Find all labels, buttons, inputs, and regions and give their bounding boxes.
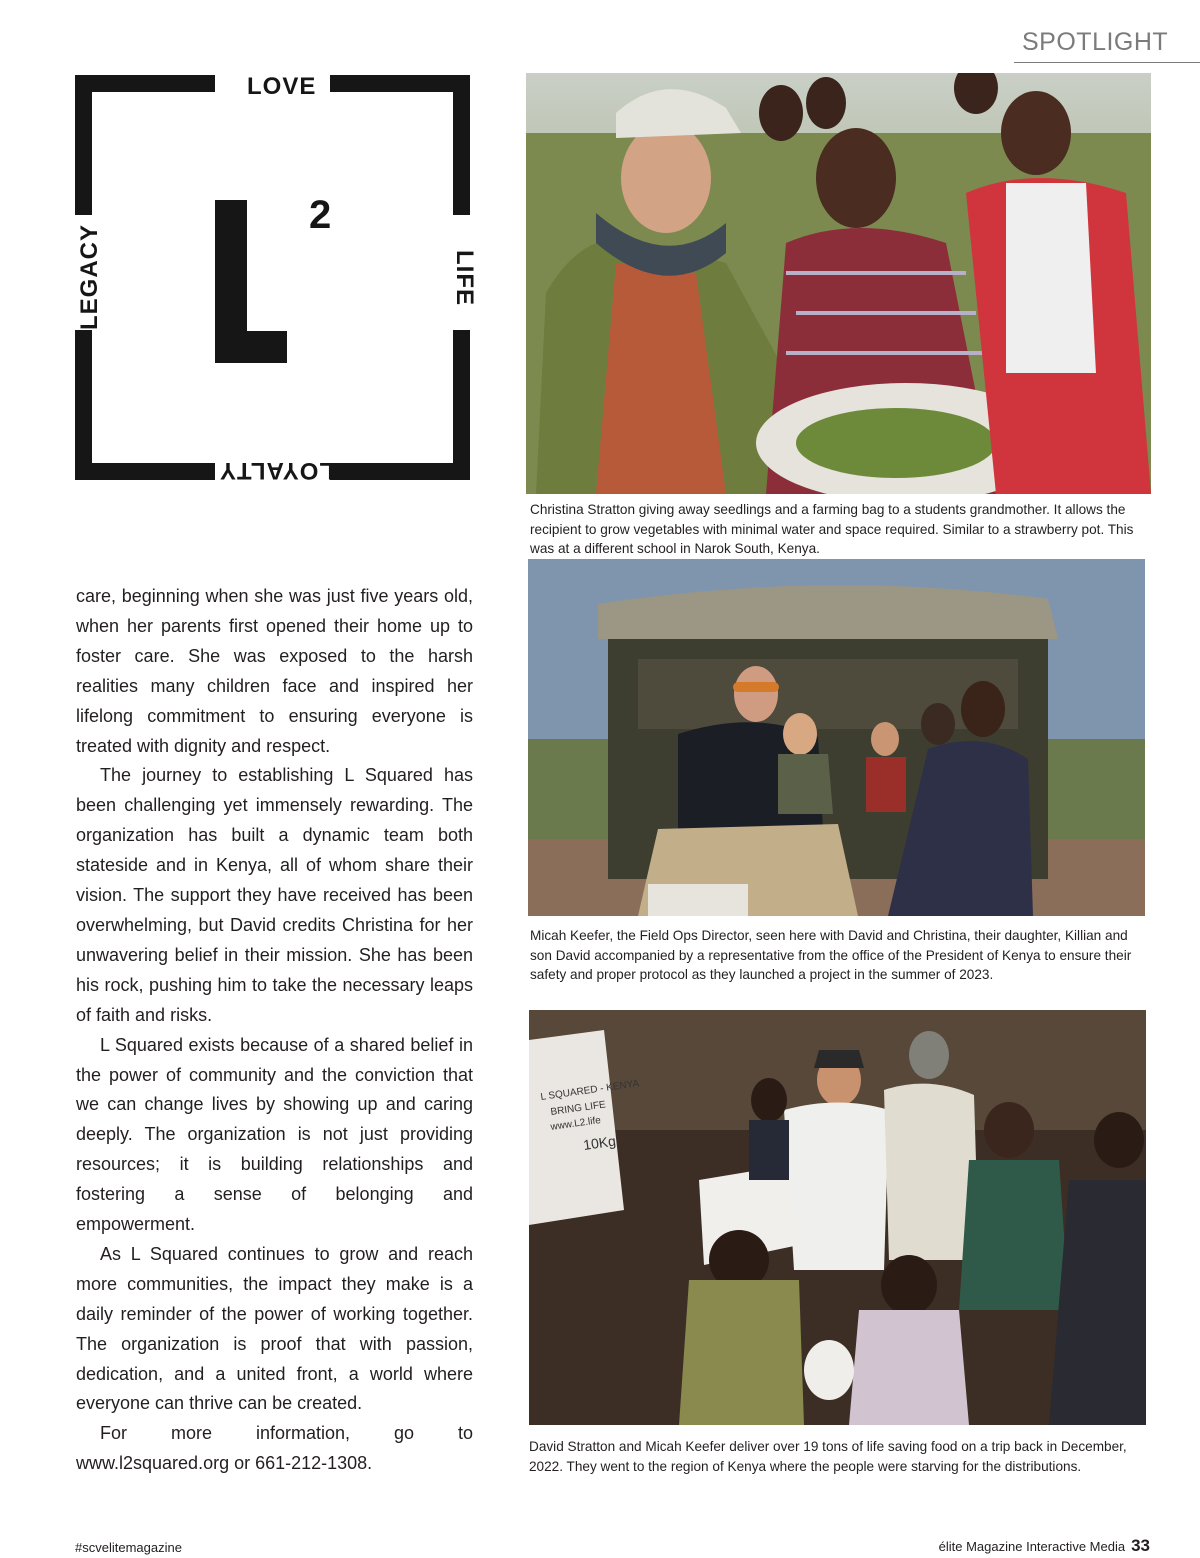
logo-word-life: LIFE: [451, 250, 478, 306]
frame-top-right: [330, 75, 470, 92]
sack-text: www.L2.life: [549, 1115, 602, 1133]
article-paragraph: care, beginning when she was just five years old, when her parents first opened their home up to foster care. She was exposed to the harsh realities many children face and inspired her lifelong commitment to ensuring everyone is treated with dignity and respect.: [76, 586, 473, 756]
article-paragraph: L Squared exists because of a shared belief in the power of community and the conviction that we can change lives by showing up and caring deeply. The organization is not just providing resources; it is building relationships and fostering a sense of belonging and empowerment.: [76, 1034, 473, 1235]
logo-l-foot: [215, 331, 287, 363]
l-squared-logo: [75, 73, 478, 484]
footer-publication: [939, 1536, 1150, 1556]
logo-word-legacy: LEGACY: [76, 223, 104, 331]
frame-top-left: [75, 75, 215, 92]
page-number: 33: [1131, 1536, 1150, 1555]
photo-vehicle: [528, 559, 1145, 916]
photo-caption: Christina Stratton giving away seedlings and a farming bag to a students grandmother. It allows the recipient to grow vegetables with minimal water and space required. Similar to a strawberry pot. This was at a different school in Narok South, Kenya.: [530, 502, 1134, 556]
sack-text: 10Kg: [582, 1132, 617, 1153]
frame-left-lower: [75, 330, 92, 480]
footer-hashtag: #scvelitemagazine: [75, 1540, 182, 1555]
logo-word-loyalty: LOYALTY: [219, 457, 335, 484]
logo-word-love: LOVE: [247, 73, 317, 100]
frame-bottom-left: [75, 463, 215, 480]
frame-right-upper: [453, 75, 470, 215]
photo-seedlings: [526, 73, 1151, 494]
frame-left-upper: [75, 75, 92, 215]
section-rule: [1014, 62, 1200, 63]
article-body: [76, 582, 473, 1479]
frame-bottom-right: [330, 463, 470, 480]
section-label: SPOTLIGHT: [1022, 28, 1169, 56]
photo-caption: David Stratton and Micah Keefer deliver over 19 tons of life saving food on a trip back in December, 2022. They went to the region of Kenya where the people were starving for the distributions.: [529, 1439, 1127, 1474]
sack-text: L SQUARED - KENYA: [539, 1078, 640, 1103]
frame-right-lower: [453, 330, 470, 480]
sack-text: BRING LIFE: [549, 1099, 607, 1118]
article-paragraph: As L Squared continues to grow and reach more communities, the impact they make is a daily reminder of the power of working together. The organization is proof that with passion, dedication, and a united front, a world where everyone can thrive can be created.: [76, 1243, 473, 1414]
photo-caption: Micah Keefer, the Field Ops Director, seen here with David and Christina, their daughter, Killian and son David accompanied by a representative from the office of the President of Kenya to ensure their safety and proper protocol as they launched a project in the summer of 2023.: [530, 928, 1132, 982]
publication-name: élite Magazine Interactive Media: [938, 1539, 1126, 1554]
logo-superscript: 2: [309, 193, 332, 237]
photo-food-distribution: [529, 1010, 1146, 1425]
article-paragraph: For more information, go to www.l2squared.org or 661-212-1308.: [76, 1423, 473, 1474]
article-paragraph: The journey to establishing L Squared has been challenging yet immensely rewarding. The organization has built a dynamic team both stateside and in Kenya, all of whom share their vision. The support they have received has been overwhelming, but David credits Christina for her unwavering belief in their mission. She has been his rock, pushing him to take the necessary leaps of faith and risks.: [76, 765, 473, 1025]
